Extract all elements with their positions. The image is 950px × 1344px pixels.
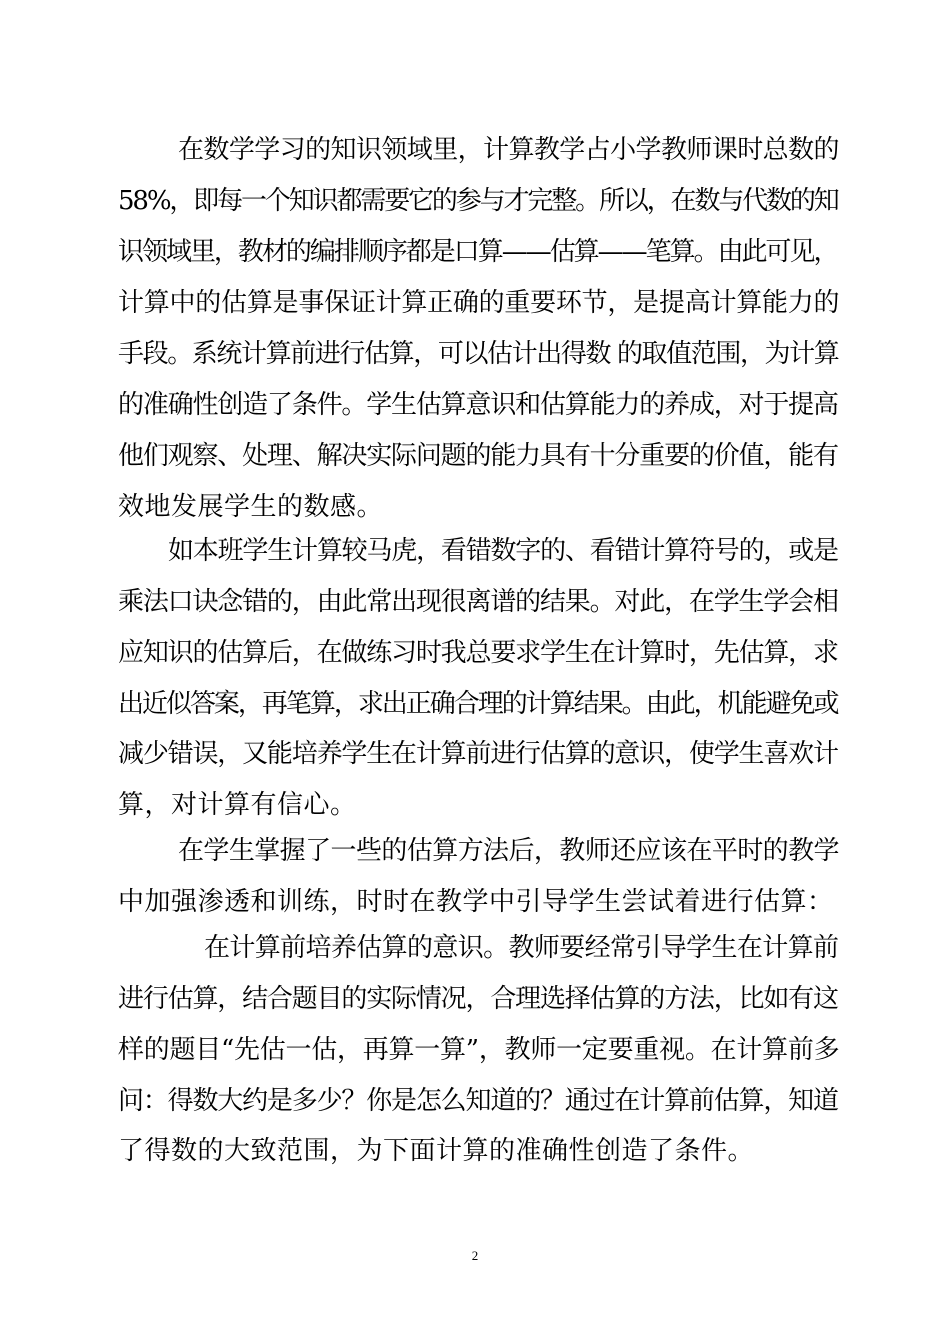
- text-line: 手段。系统计算前进行估算，可以估计出得数 的取值范围，为计算: [118, 339, 839, 369]
- text-line: 问：得数大约是多少？你是怎么知道的？通过在计算前估算，知道: [118, 1086, 838, 1116]
- text-line: 了得数的大致范围，为下面计算的准确性创造了条件。: [118, 1136, 755, 1166]
- text-line: 计算中的估算是事保证计算正确的重要环节，是提高计算能力的: [118, 288, 840, 318]
- text-line: 在数学学习的知识领域里，计算教学占小学教师课时总数的: [178, 135, 839, 165]
- text-line: 出近似答案，再笔算，求出正确合理的计算结果。由此，机能避免或: [118, 689, 838, 719]
- text-line: 样的题目“先估一估，再算一算”，教师一定要重视。在计算前多: [118, 1035, 840, 1065]
- text-line: 算，对计算有信心。: [118, 790, 357, 820]
- text-line: 进行估算，结合题目的实际情况，合理选择估算的方法，比如有这: [118, 984, 838, 1014]
- page-number: 2: [471, 1248, 479, 1263]
- text-line: 效地发展学生的数感。: [118, 492, 384, 522]
- text-line: 中加强渗透和训练，时时在教学中引导学生尝试着进行估算：: [118, 887, 834, 917]
- text-line: 在计算前培养估算的意识。教师要经常引导学生在计算前: [204, 933, 839, 963]
- text-line: 的准确性创造了条件。学生估算意识和估算能力的养成，对于提高: [118, 390, 838, 420]
- text-line: 乘法口诀念错的，由此常出现很离谱的结果。对此，在学生学会相: [118, 587, 838, 617]
- text-line: 识领域里，教材的编排顺序都是口算——估算——笔算。由此可见，: [118, 237, 838, 267]
- text-line: 在学生掌握了一些的估算方法后，教师还应该在平时的教学: [178, 836, 839, 866]
- text-line: 他们观察、处理、解决实际问题的能力具有十分重要的价值，能有: [118, 441, 838, 471]
- text-line: 减少错误，又能培养学生在计算前进行估算的意识，使学生喜欢计: [118, 739, 838, 769]
- text-line: 应知识的估算后，在做练习时我总要求学生在计算时，先估算，求: [118, 638, 838, 668]
- text-line: 58%，即每一个知识都需要它的参与才完整。所以，在数与代数的知: [118, 186, 838, 216]
- text-line: 如本班学生计算较马虎，看错数字的、看错计算符号的，或是: [168, 536, 838, 566]
